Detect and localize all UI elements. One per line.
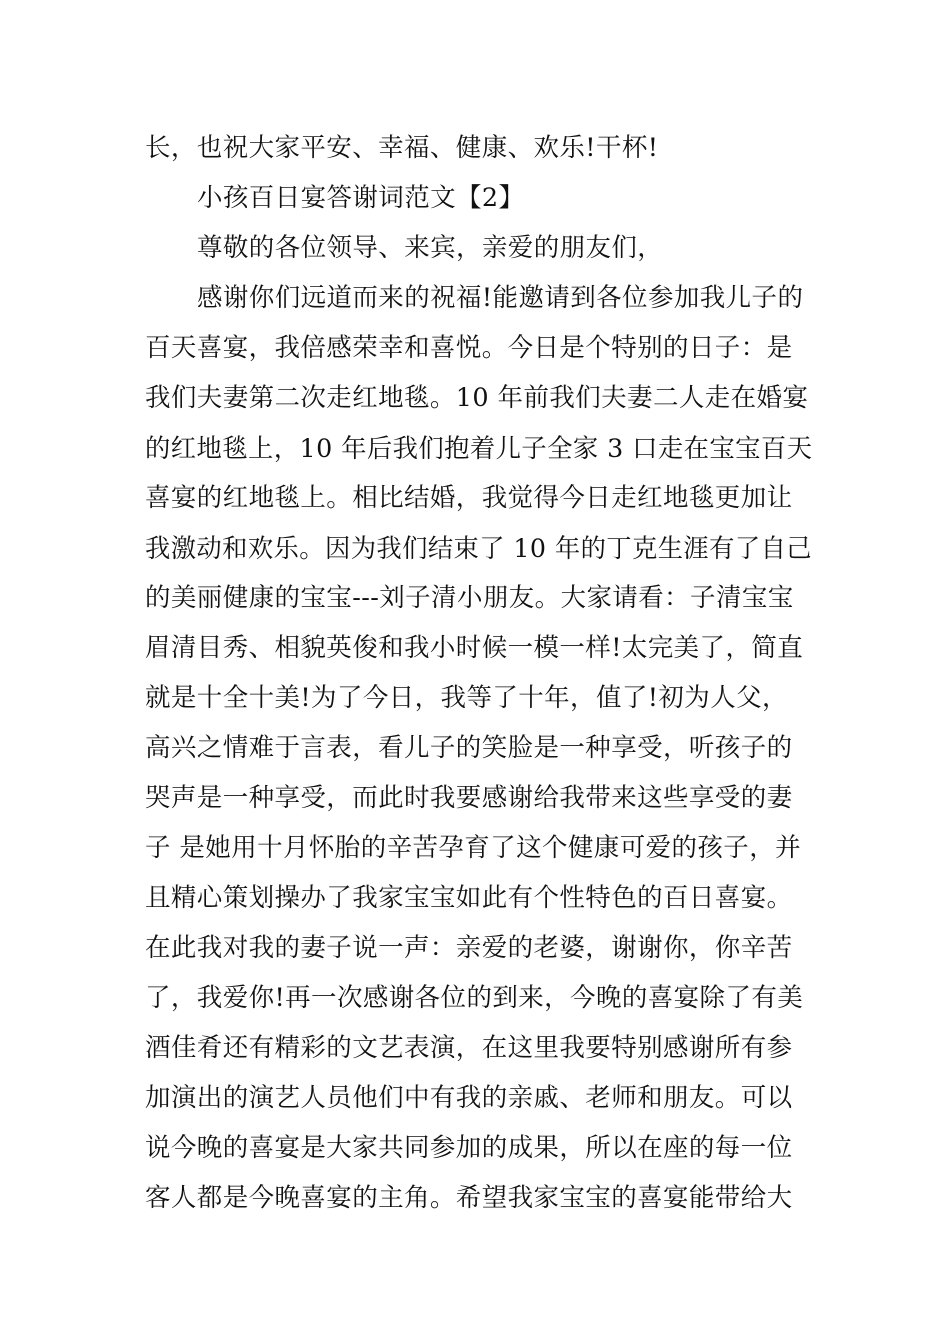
text-line: 我激动和欢乐。因为我们结束了 10 年的丁克生涯有了自己 <box>145 533 812 563</box>
text-line: 了，我爱你!再一次感谢各位的到来，今晚的喜宴除了有美 <box>145 983 804 1013</box>
text-line: 我们夫妻第二次走红地毯。10 年前我们夫妻二人走在婚宴 <box>145 383 809 413</box>
text-line: 感谢你们远道而来的祝福!能邀请到各位参加我儿子的 <box>197 283 804 313</box>
text-line: 高兴之情难于言表，看儿子的笑脸是一种享受，听孩子的 <box>145 733 793 763</box>
text-line: 喜宴的红地毯上。相比结婚，我觉得今日走红地毯更加让 <box>145 483 793 513</box>
text-line: 长，也祝大家平安、幸福、健康、欢乐!干杯! <box>145 133 659 163</box>
text-line: 的美丽健康的宝宝---刘子清小朋友。大家请看：子清宝宝 <box>145 583 794 613</box>
text-line: 百天喜宴，我倍感荣幸和喜悦。今日是个特别的日子：是 <box>145 333 793 363</box>
text-line: 哭声是一种享受，而此时我要感谢给我带来这些享受的妻 <box>145 783 793 813</box>
text-line: 且精心策划操办了我家宝宝如此有个性特色的百日喜宴。 <box>145 883 793 913</box>
text-line: 在此我对我的妻子说一声：亲爱的老婆，谢谢你，你辛苦 <box>145 933 793 963</box>
text-line: 子 是她用十月怀胎的辛苦孕育了这个健康可爱的孩子，并 <box>145 833 802 863</box>
section-heading: 小孩百日宴答谢词范文【2】 <box>197 183 525 213</box>
text-line: 说今晚的喜宴是大家共同参加的成果，所以在座的每一位 <box>145 1133 793 1163</box>
text-line: 的红地毯上，10 年后我们抱着儿子全家 3 口走在宝宝百天 <box>145 433 813 463</box>
text-line: 眉清目秀、相貌英俊和我小时候一模一样!太完美了，简直 <box>145 633 804 663</box>
text-line: 酒佳肴还有精彩的文艺表演，在这里我要特别感谢所有参 <box>145 1033 793 1063</box>
text-line: 就是十全十美!为了今日，我等了十年，值了!初为人父， <box>145 683 788 713</box>
text-line: 客人都是今晚喜宴的主角。希望我家宝宝的喜宴能带给大 <box>145 1183 793 1213</box>
text-line: 加演出的演艺人员他们中有我的亲戚、老师和朋友。可以 <box>145 1083 793 1113</box>
salutation-line: 尊敬的各位领导、来宾，亲爱的朋友们， <box>197 233 664 263</box>
